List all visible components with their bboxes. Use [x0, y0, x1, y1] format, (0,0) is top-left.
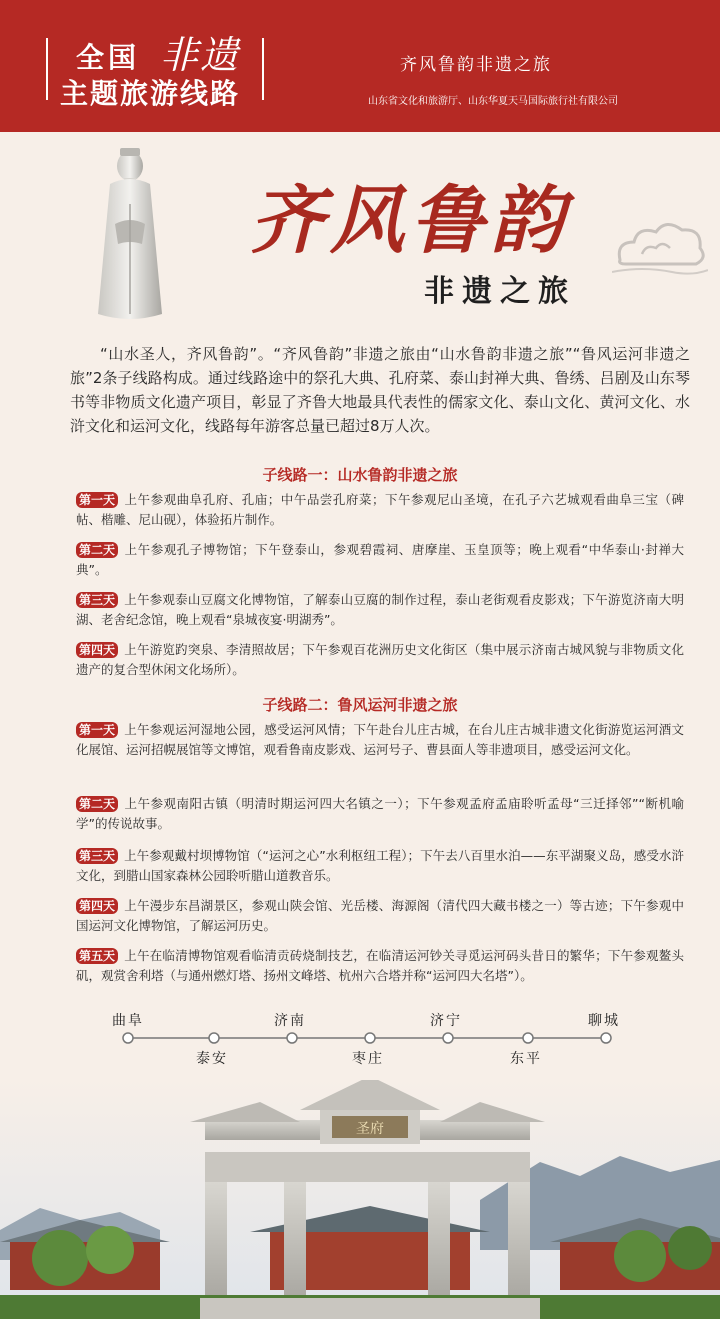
day-text: 上午游览趵突泉、李清照故居；下午参观百花洲历史文化街区（集中展示济南古城风貌与非物质文化遗产的复合型休闲文化场所）。	[76, 642, 684, 677]
route-2-day-5	[76, 946, 684, 986]
route-2-title: 子线路二：鲁风运河非遗之旅	[262, 696, 458, 714]
header-banner	[0, 0, 720, 132]
day-text: 上午参观戴村坝博物馆（“运河之心”水利枢纽工程）；下午去八百里水泊——东平湖聚义岛，感受水浒文化，到腊山国家森林公园聆听腊山道教音乐。	[76, 848, 684, 883]
route-timeline	[0, 1008, 720, 1078]
route-1-day-3	[76, 590, 684, 630]
day-tag: 第三天	[76, 848, 118, 864]
route-1-title: 子线路一：山水鲁韵非遗之旅	[262, 466, 458, 484]
day-tag: 第二天	[76, 542, 118, 558]
city-jinan: 济南	[274, 1013, 306, 1029]
gate-plaque-text: 圣府	[356, 1121, 384, 1137]
day-tag: 第一天	[76, 722, 118, 738]
route-1-day-2	[76, 540, 684, 580]
city-taian: 泰安	[196, 1051, 228, 1067]
city-liaocheng: 聊城	[588, 1013, 620, 1029]
route-2-day-3	[76, 846, 684, 886]
day-text: 上午参观泰山豆腐文化博物馆，了解泰山豆腐的制作过程，泰山老街观看皮影戏；下午游览济南大明湖、老舍纪念馆，晚上观看“泉城夜宴·明湖秀”。	[76, 592, 684, 627]
city-jining: 济宁	[430, 1013, 462, 1029]
hero-section	[0, 132, 720, 332]
divider-left	[46, 38, 48, 100]
route-2-day-2	[76, 794, 684, 834]
hero-title: 齐风鲁韵	[250, 178, 570, 264]
city-dongping: 东平	[510, 1051, 542, 1067]
day-tag: 第四天	[76, 898, 118, 914]
route-2-day-4	[76, 896, 684, 936]
temple-gate-scene	[0, 1080, 720, 1319]
day-tag: 第五天	[76, 948, 118, 964]
day-text: 上午参观孔子博物馆；下午登泰山，参观碧霞祠、唐摩崖、玉皇顶等；晚上观看“中华泰山·封禅大典”。	[76, 542, 684, 577]
day-text: 上午参观运河湿地公园，感受运河风情；下午赴台儿庄古城，在台儿庄古城非遗文化街游览运河酒文化展馆、运河招幌展馆等文博馆，观看鲁南皮影戏、运河号子、曹县面人等非遗项目，感受运河文化。	[76, 722, 684, 757]
day-text: 上午在临清博物馆观看临清贡砖烧制技艺，在临清运河钞关寻觅运河码头昔日的繁华；下午参观鳌头矶，观赏舍利塔（与通州燃灯塔、扬州文峰塔、杭州六合塔并称“运河四大名塔”）。	[76, 948, 684, 983]
day-tag: 第二天	[76, 796, 118, 812]
intro-paragraph: “山水圣人，齐风鲁韵”。“齐风鲁韵”非遗之旅由“山水鲁韵非遗之旅”“鲁风运河非遗之旅”2条子线路构成。通过线路途中的祭孔大典、孔府菜、泰山封禅大典、鲁绣、吕剧及山东琴书等非物质文化遗产项目，彰显了齐鲁大地最具代表性的儒家文化、泰山文化、黄河文化、水浒文化和运河文化，线路每年游客总量已超过8万人次。	[70, 345, 690, 435]
day-text: 上午漫步东昌湖景区，参观山陕会馆、光岳楼、海源阁（清代四大藏书楼之一）等古迹；下午参观中国运河文化博物馆，了解运河历史。	[76, 898, 684, 933]
divider-right	[262, 38, 264, 100]
day-tag: 第四天	[76, 642, 118, 658]
city-zaozhuang: 枣庄	[352, 1051, 384, 1067]
header-organizers: 山东省文化和旅游厅、山东华夏天马国际旅行社有限公司	[368, 96, 618, 107]
brand-line2: 主题旅游线路	[60, 77, 241, 110]
brand-line1: 全国	[76, 41, 141, 74]
auspicious-cloud-icon	[612, 212, 708, 282]
hero-subtitle: 非遗之旅	[424, 274, 576, 309]
city-qufu: 曲阜	[112, 1013, 144, 1029]
header-title: 齐风鲁韵非遗之旅	[400, 55, 552, 75]
day-tag: 第一天	[76, 492, 118, 508]
day-tag: 第三天	[76, 592, 118, 608]
brand-script: 非遗	[160, 33, 241, 77]
route-1-day-4	[76, 640, 684, 680]
confucius-statue-icon	[80, 144, 180, 324]
day-text: 上午参观曲阜孔府、孔庙；中午品尝孔府菜；下午参观尼山圣境，在孔子六艺城观看曲阜三宝（碑帖、楷雕、尼山砚），体验拓片制作。	[76, 492, 684, 527]
temple-gate-icon	[0, 1080, 720, 1319]
route-1-day-1	[76, 490, 684, 530]
day-text: 上午参观南阳古镇（明清时期运河四大名镇之一）；下午参观孟府孟庙聆听孟母“三迁择邻”“断机喻学”的传说故事。	[76, 796, 684, 831]
route-2-day-1	[76, 720, 684, 760]
